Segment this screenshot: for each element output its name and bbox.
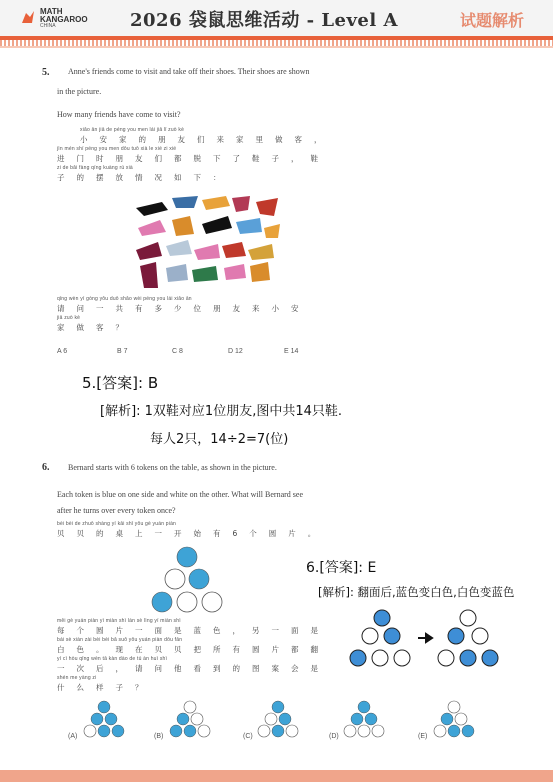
- q6-option-c-label: (C): [243, 733, 253, 740]
- q5-handwritten-analysis-line2: 每人2只，14÷2=7(位): [150, 432, 289, 447]
- kangaroo-icon: [20, 9, 36, 25]
- q6-flip-sketch: [348, 608, 508, 670]
- q6-pinyin-line5: shén me yàng zi: [57, 675, 97, 681]
- q5-handwritten-answer: 5.[答案]: B: [82, 374, 159, 392]
- q6-pinyin-line4: yí cì hòu qǐng wèn tā kàn dào de tú àn huì shì: [57, 656, 168, 662]
- token-bottom-mid: [177, 592, 197, 612]
- q5-pinyin-line3: zi de bǎi fàng qíng kuàng rú xià: [57, 165, 133, 171]
- q5-option-e: E 14: [284, 348, 299, 355]
- q5-pinyin-line2: jìn mén shí péng you men dōu tuō xià le xié zi xié: [57, 146, 177, 152]
- q6-chinese-line3: 白色。现在贝贝把所有圆片都翻: [57, 645, 330, 654]
- q5-english-line2: in the picture.: [57, 87, 102, 96]
- logo-text-china: CHINA: [40, 23, 56, 29]
- header-stripe-line: [0, 46, 553, 48]
- q6-option-a-tokens: [82, 700, 126, 738]
- q6-option-d-label: (D): [329, 733, 339, 740]
- section-tag: 试题解析: [460, 11, 525, 30]
- token-mid-left: [165, 569, 185, 589]
- q5-chinese-line2: 进门时朋友们都脱下了鞋子，鞋: [57, 154, 330, 163]
- q5-option-d: D 12: [228, 348, 243, 355]
- token-bottom-right: [202, 592, 222, 612]
- q5-chinese-line4: 请问一共有多少位朋友来小安: [57, 304, 311, 313]
- q5-chinese-line1: 小安家的朋友们来家里做客，: [80, 135, 334, 144]
- q5-chinese-line5: 家做客？: [57, 323, 135, 332]
- question-6-number: 6.: [42, 462, 50, 473]
- shoe-pile: [136, 196, 280, 288]
- q6-pinyin-line3: bái sè xiàn zài bèi bèi bǎ suǒ yǒu yuán piàn dōu fān: [57, 637, 183, 643]
- q6-option-d-tokens: [342, 700, 386, 738]
- q5-chinese-line3: 子的摆放情况如下：: [57, 173, 233, 182]
- page-header: [0, 0, 553, 40]
- q5-english-line1: Anne's friends come to visit and take off their shoes. Their shoes are shown: [68, 67, 310, 76]
- q6-handwritten-analysis: [解析]: 翻面后,蓝色变白色,白色变蓝色: [318, 585, 515, 599]
- starting-tokens: [150, 546, 224, 616]
- q6-pinyin-line1: bèi bèi de zhuō shàng yí kāi shǐ yǒu gè yuán piàn: [57, 521, 177, 527]
- token-top: [177, 547, 197, 567]
- page-title: 2026 袋鼠思维活动 - Level A: [130, 10, 398, 31]
- q6-option-a-label: (A): [68, 733, 78, 740]
- q6-option-b-tokens: [168, 700, 212, 738]
- page-footer-bar: [0, 770, 553, 782]
- q6-chinese-line5: 什么样子？: [57, 683, 155, 692]
- q5-english-line3: How many friends have come to visit?: [57, 110, 181, 119]
- logo-text-math: MATH: [40, 7, 63, 16]
- q5-pinyin-line5: jiā zuò kè: [57, 315, 81, 321]
- sketch-after: [438, 610, 498, 666]
- q6-option-e-tokens: [432, 700, 476, 738]
- q6-english-line1: Bernard starts with 6 tokens on the table, as shown in the picture.: [68, 463, 277, 472]
- logo-text-kangaroo: KANGAROO: [40, 15, 88, 24]
- q6-handwritten-answer: 6.[答案]: E: [306, 560, 377, 576]
- q5-pinyin-line1: xiǎo ān jiā de péng you men lái jiā lǐ zuò kè: [80, 127, 185, 133]
- q6-english-line2: Each token is blue on one side and white on the other. What will Bernard see: [57, 490, 304, 499]
- q5-handwritten-analysis-line1: [解析]: 1双鞋对应1位朋友,图中共14只鞋.: [100, 404, 343, 419]
- q6-chinese-line4: 一次后，请问他看到的图案会是: [57, 664, 330, 673]
- arrow-icon: [418, 634, 432, 642]
- q5-option-b: B 7: [117, 348, 128, 355]
- sketch-before: [350, 610, 410, 666]
- q6-english-line3: after he turns over every token once?: [57, 506, 176, 515]
- math-kangaroo-logo: [20, 6, 100, 30]
- q5-option-a: A 6: [57, 348, 68, 355]
- q6-option-c-tokens: [256, 700, 300, 738]
- q6-chinese-line2: 每个圆片一面是蓝色，另一面是: [57, 626, 330, 635]
- shoes-picture: [132, 194, 282, 290]
- q6-option-e-label: (E): [418, 733, 428, 740]
- q5-option-c: C 8: [172, 348, 183, 355]
- q6-chinese-line1: 贝贝的桌上一开始有6个圆片。: [57, 529, 328, 538]
- token-bottom-left: [152, 592, 172, 612]
- q6-pinyin-line2: měi gè yuán piàn yì miàn shì lán sè lìng yí miàn shì: [57, 618, 181, 624]
- question-5-number: 5.: [42, 67, 50, 78]
- q6-option-b-label: (B): [154, 733, 164, 740]
- q5-pinyin-line4: qǐng wèn yí gòng yǒu duō shǎo wèi péng you lái xiǎo ān: [57, 296, 192, 302]
- token-mid-right: [189, 569, 209, 589]
